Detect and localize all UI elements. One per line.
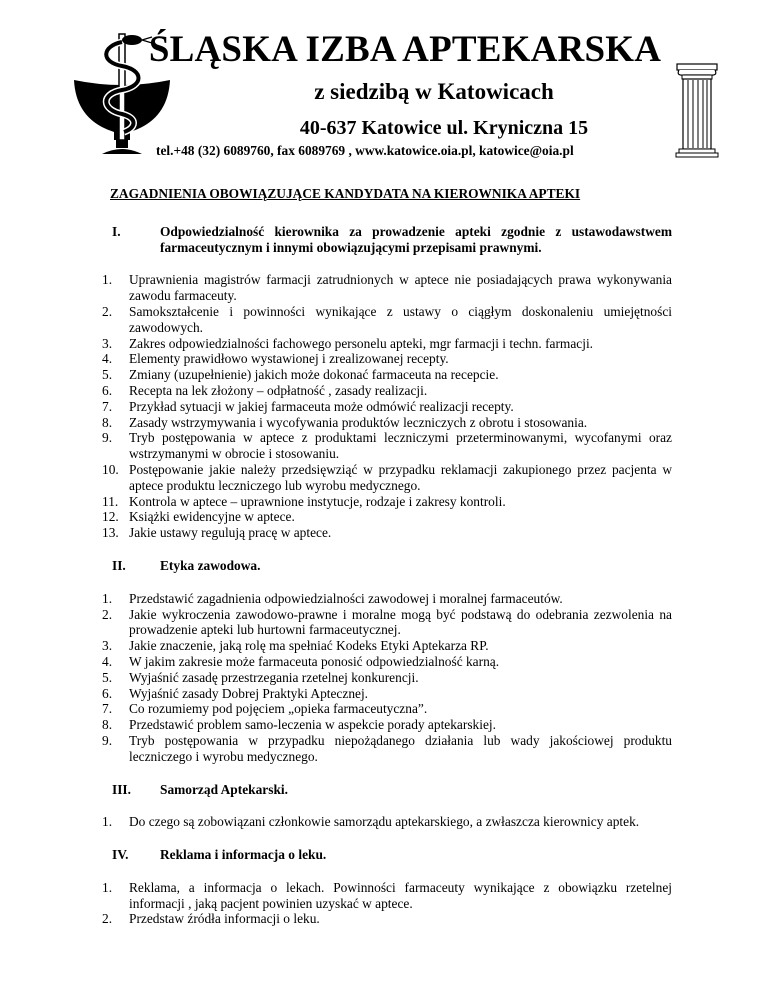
list-item: 9. Tryb postępowania w przypadku niepożądanego działania lub wady jakościowej produktu leczniczego i wyrobu medycznego. (102, 732, 672, 764)
list-item: 7. Przykład sytuacji w jakiej farmaceuta może odmówić realizacji recepty. (102, 398, 514, 414)
section-title: Reklama i informacja o leku. (160, 847, 327, 863)
list-item: 8. Zasady wstrzymywania i wycofywania produktów leczniczych z obrotu i stosowania. (102, 414, 588, 430)
list-item: 7. Co rozumiemy pod pojęciem „opieka farmaceutyczna”. (102, 701, 428, 717)
section-number: III. (112, 781, 131, 797)
list-item: 5. Wyjaśnić zasadę przestrzegania rzetelnej konkurencji. (102, 669, 419, 685)
list-item: 6. Recepta na lek złożony – odpłatność , zasady realizacji. (102, 382, 428, 398)
section-title: Odpowiedzialność kierownika za prowadzenie apteki zgodnie z ustawodawstwem farmaceutycznym i innymi obowiązującymi przepisami prawnymi. (160, 223, 672, 255)
list-item: 11. Kontrola w aptece – uprawnione instytucje, rodzaje i zakresy kontroli. (102, 493, 506, 509)
section-items (102, 814, 672, 830)
list-item: 13. Jakie ustawy regulują pracę w aptece. (102, 525, 332, 541)
list-item: 2. Jakie wykroczenia zawodowo-prawne i moralne mogą być podstawą do odebrania zezwolenia na prowadzenie apteki lub hurtowni farmaceutycznej. (102, 606, 672, 638)
list-item: 3. Zakres odpowiedzialności fachowego personelu apteki, mgr farmacji i techn. farmacji. (102, 335, 594, 351)
list-item: 5. Zmiany (uzupełnienie) jakich może dokonać farmaceuta na recepcie. (102, 367, 499, 383)
section-title: Samorząd Aptekarski. (160, 781, 288, 797)
section-heading (112, 847, 672, 863)
section-items (102, 880, 672, 927)
list-item: 1. Do czego są zobowiązani członkowie samorządu aptekarskiego, a zwłaszcza kierownicy aptek. (102, 814, 640, 830)
org-address: 40-637 Katowice ul. Kryniczna 15 (299, 117, 589, 139)
list-item: 10. Postępowanie jakie należy przedsięwziąć w przypadku reklamacji zakupionego przez pacjenta w aptece produktu leczniczego lub wyrobu medycznego. (102, 461, 672, 493)
section-number: I. (112, 223, 121, 239)
list-item: 4. Elementy prawidłowo wystawionej i zrealizowanej recepty. (102, 351, 449, 367)
org-name: ŚLĄSKA IZBA APTEKARSKA (148, 29, 662, 70)
section-items (102, 272, 672, 541)
list-item: 2. Przedstaw źródła informacji o leku. (102, 911, 320, 927)
list-item: 12. Książki ewidencyjne w aptece. (102, 509, 295, 525)
org-seat: z siedzibą w Katowicach (314, 79, 554, 104)
list-item: 6. Wyjaśnić zasady Dobrej Praktyki Aptecznej. (102, 685, 369, 701)
list-item: 1. Przedstawić zagadnienia odpowiedzialności zawodowej i moralnej farmaceutów. (102, 590, 563, 606)
section-heading (112, 782, 672, 798)
list-item: 1. Uprawnienia magistrów farmacji zatrudnionych w aptece nie posiadających prawa wykonywania zawodu farmaceuty. (102, 272, 672, 304)
section-items (102, 591, 672, 765)
section-heading (112, 224, 672, 256)
letterhead (0, 0, 768, 160)
section-number: II. (112, 557, 126, 573)
document-title: ZAGADNIENIA OBOWIĄZUJĄCE KANDYDATA NA KIEROWNIKA APTEKI (110, 186, 581, 201)
list-item: 4. W jakim zakresie może farmaceuta ponosić odpowiedzialność karną. (102, 653, 500, 669)
list-item: 1. Reklama, a informacja o lekach. Powinności farmaceuty wynikające z obowiązku rzetelnej informacji , jaką pacjent powinien uzyskać w aptece. (102, 879, 672, 911)
section-heading (112, 558, 672, 574)
section-title: Etyka zawodowa. (160, 557, 261, 573)
document-body (102, 186, 672, 927)
list-item: 2. Samokształcenie i powinności wynikające z ustawy o ciągłym doskonaleniu umiejętności zawodowych. (102, 303, 672, 335)
org-contact: tel.+48 (32) 6089760, fax 6089769 , www.katowice.oia.pl, katowice@oia.pl (156, 143, 574, 158)
section-number: IV. (112, 847, 129, 863)
list-item: 8. Przedstawić problem samo-leczenia w aspekcie porady aptekarskiej. (102, 717, 496, 733)
list-item: 9. Tryb postępowania w aptece z produktami leczniczymi przeterminowanymi, wycofanymi oraz wstrzymanymi w obrocie i stosowaniu. (102, 430, 672, 462)
list-item: 3. Jakie znaczenie, jaką rolę ma spełniać Kodeks Etyki Aptekarza RP. (102, 638, 489, 654)
